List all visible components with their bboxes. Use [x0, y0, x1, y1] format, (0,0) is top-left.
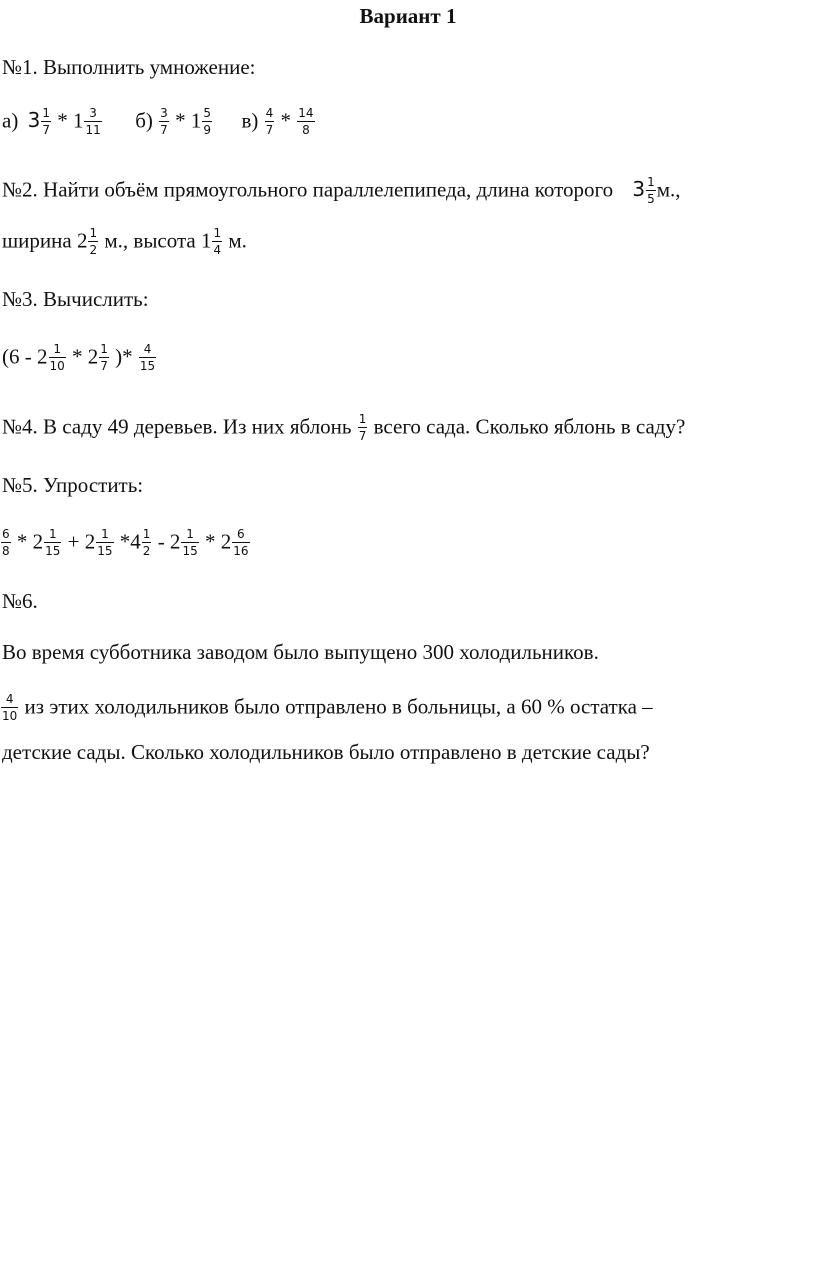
task5-part3: *4 — [119, 529, 141, 554]
task3-fraction3: $\frac{4}{15}$ — [139, 342, 156, 373]
task1-c-fraction1: $\frac{4}{7}$ — [265, 106, 274, 137]
task2-width-text: ширина 2 — [2, 228, 88, 253]
task2-width-fraction: $\frac{1}{2}$ — [89, 226, 98, 257]
task6-line3: детские сады. Сколько холодильников было отправлено в детские сады? — [2, 740, 650, 764]
task5-part2: + 2 — [67, 529, 96, 554]
task1-a-fraction2: $\frac{3}{11}$ — [85, 106, 101, 137]
task2-height-fraction: $\frac{1}{4}$ — [213, 226, 222, 257]
task2-length-whole: 3 — [632, 177, 646, 202]
task1-b-operator: * — [175, 108, 186, 133]
task1-a-fraction1: $\frac{1}{7}$ — [42, 106, 50, 137]
task4-text-a: №4. В саду 49 деревьев. Из них яблонь — [2, 414, 352, 439]
task4-line — [2, 414, 685, 443]
task5-part1: * 2 — [16, 529, 44, 554]
task6-fraction: $\frac{4}{10}$ — [2, 692, 18, 723]
task2-line1 — [2, 177, 681, 206]
task4-text-b: всего сада. Сколько яблонь в саду? — [373, 414, 686, 439]
task1-a-whole1: 3 — [27, 108, 41, 133]
task6-line1: Во время субботника заводом было выпущено 300 холодильников. — [2, 640, 599, 664]
task5-part4: - 2 — [157, 529, 181, 554]
task1-b-fraction2: $\frac{5}{9}$ — [203, 106, 211, 137]
task5-fraction1: $\frac{6}{8}$ — [2, 527, 10, 558]
task6-line2 — [0, 694, 653, 723]
task2-height-unit: м. — [228, 228, 247, 253]
task1-a-label: а) — [2, 108, 19, 133]
task5-fraction3: $\frac{1}{15}$ — [97, 527, 113, 558]
task3-part3: )* — [115, 344, 133, 369]
task1-heading: №1. Выполнить умножение: — [2, 55, 256, 79]
task3-heading: №3. Вычислить: — [2, 287, 149, 311]
task3-fraction2: $\frac{1}{7}$ — [100, 342, 108, 373]
task5-expression — [0, 529, 251, 558]
page-title: Вариант 1 — [359, 4, 457, 28]
task3-expression — [2, 344, 157, 373]
task2-text1: №2. Найти объём прямоугольного параллелепипеда, длина которого — [2, 177, 614, 202]
task1-c-fraction2: $\frac{14}{8}$ — [298, 106, 314, 137]
task6-line2-text: из этих холодильников было отправлено в больницы, а 60 % остатка – — [24, 694, 653, 719]
task1-a-operator: * — [57, 108, 68, 133]
task3-fraction1: $\frac{1}{10}$ — [49, 342, 65, 373]
task6-heading: №6. — [2, 589, 38, 613]
task1-c-operator: * — [280, 108, 292, 133]
task5-fraction2: $\frac{1}{15}$ — [45, 527, 61, 558]
task2-text1-end: м., — [656, 177, 681, 202]
task1-b-label: б) — [135, 108, 153, 133]
task4-fraction: $\frac{1}{7}$ — [358, 412, 367, 443]
task5-fraction6: $\frac{6}{16}$ — [233, 527, 249, 558]
task1-b-whole2: 1 — [190, 108, 202, 133]
task2-height-text: м., высота 1 — [104, 228, 212, 253]
task1-expressions — [2, 108, 316, 137]
task5-fraction5: $\frac{1}{15}$ — [182, 527, 198, 558]
task1-a-whole2: 1 — [72, 108, 84, 133]
task5-heading: №5. Упростить: — [2, 473, 144, 497]
task2-length-fraction: $\frac{1}{5}$ — [647, 175, 655, 206]
task5-fraction4: $\frac{1}{2}$ — [142, 527, 151, 558]
task1-b-fraction1: $\frac{3}{7}$ — [160, 106, 168, 137]
task2-line2 — [2, 228, 247, 257]
task5-part5: * 2 — [204, 529, 232, 554]
task1-c-label: в) — [241, 108, 259, 133]
task3-part2: * 2 — [72, 344, 99, 369]
task3-part1: (6 - 2 — [2, 344, 48, 369]
